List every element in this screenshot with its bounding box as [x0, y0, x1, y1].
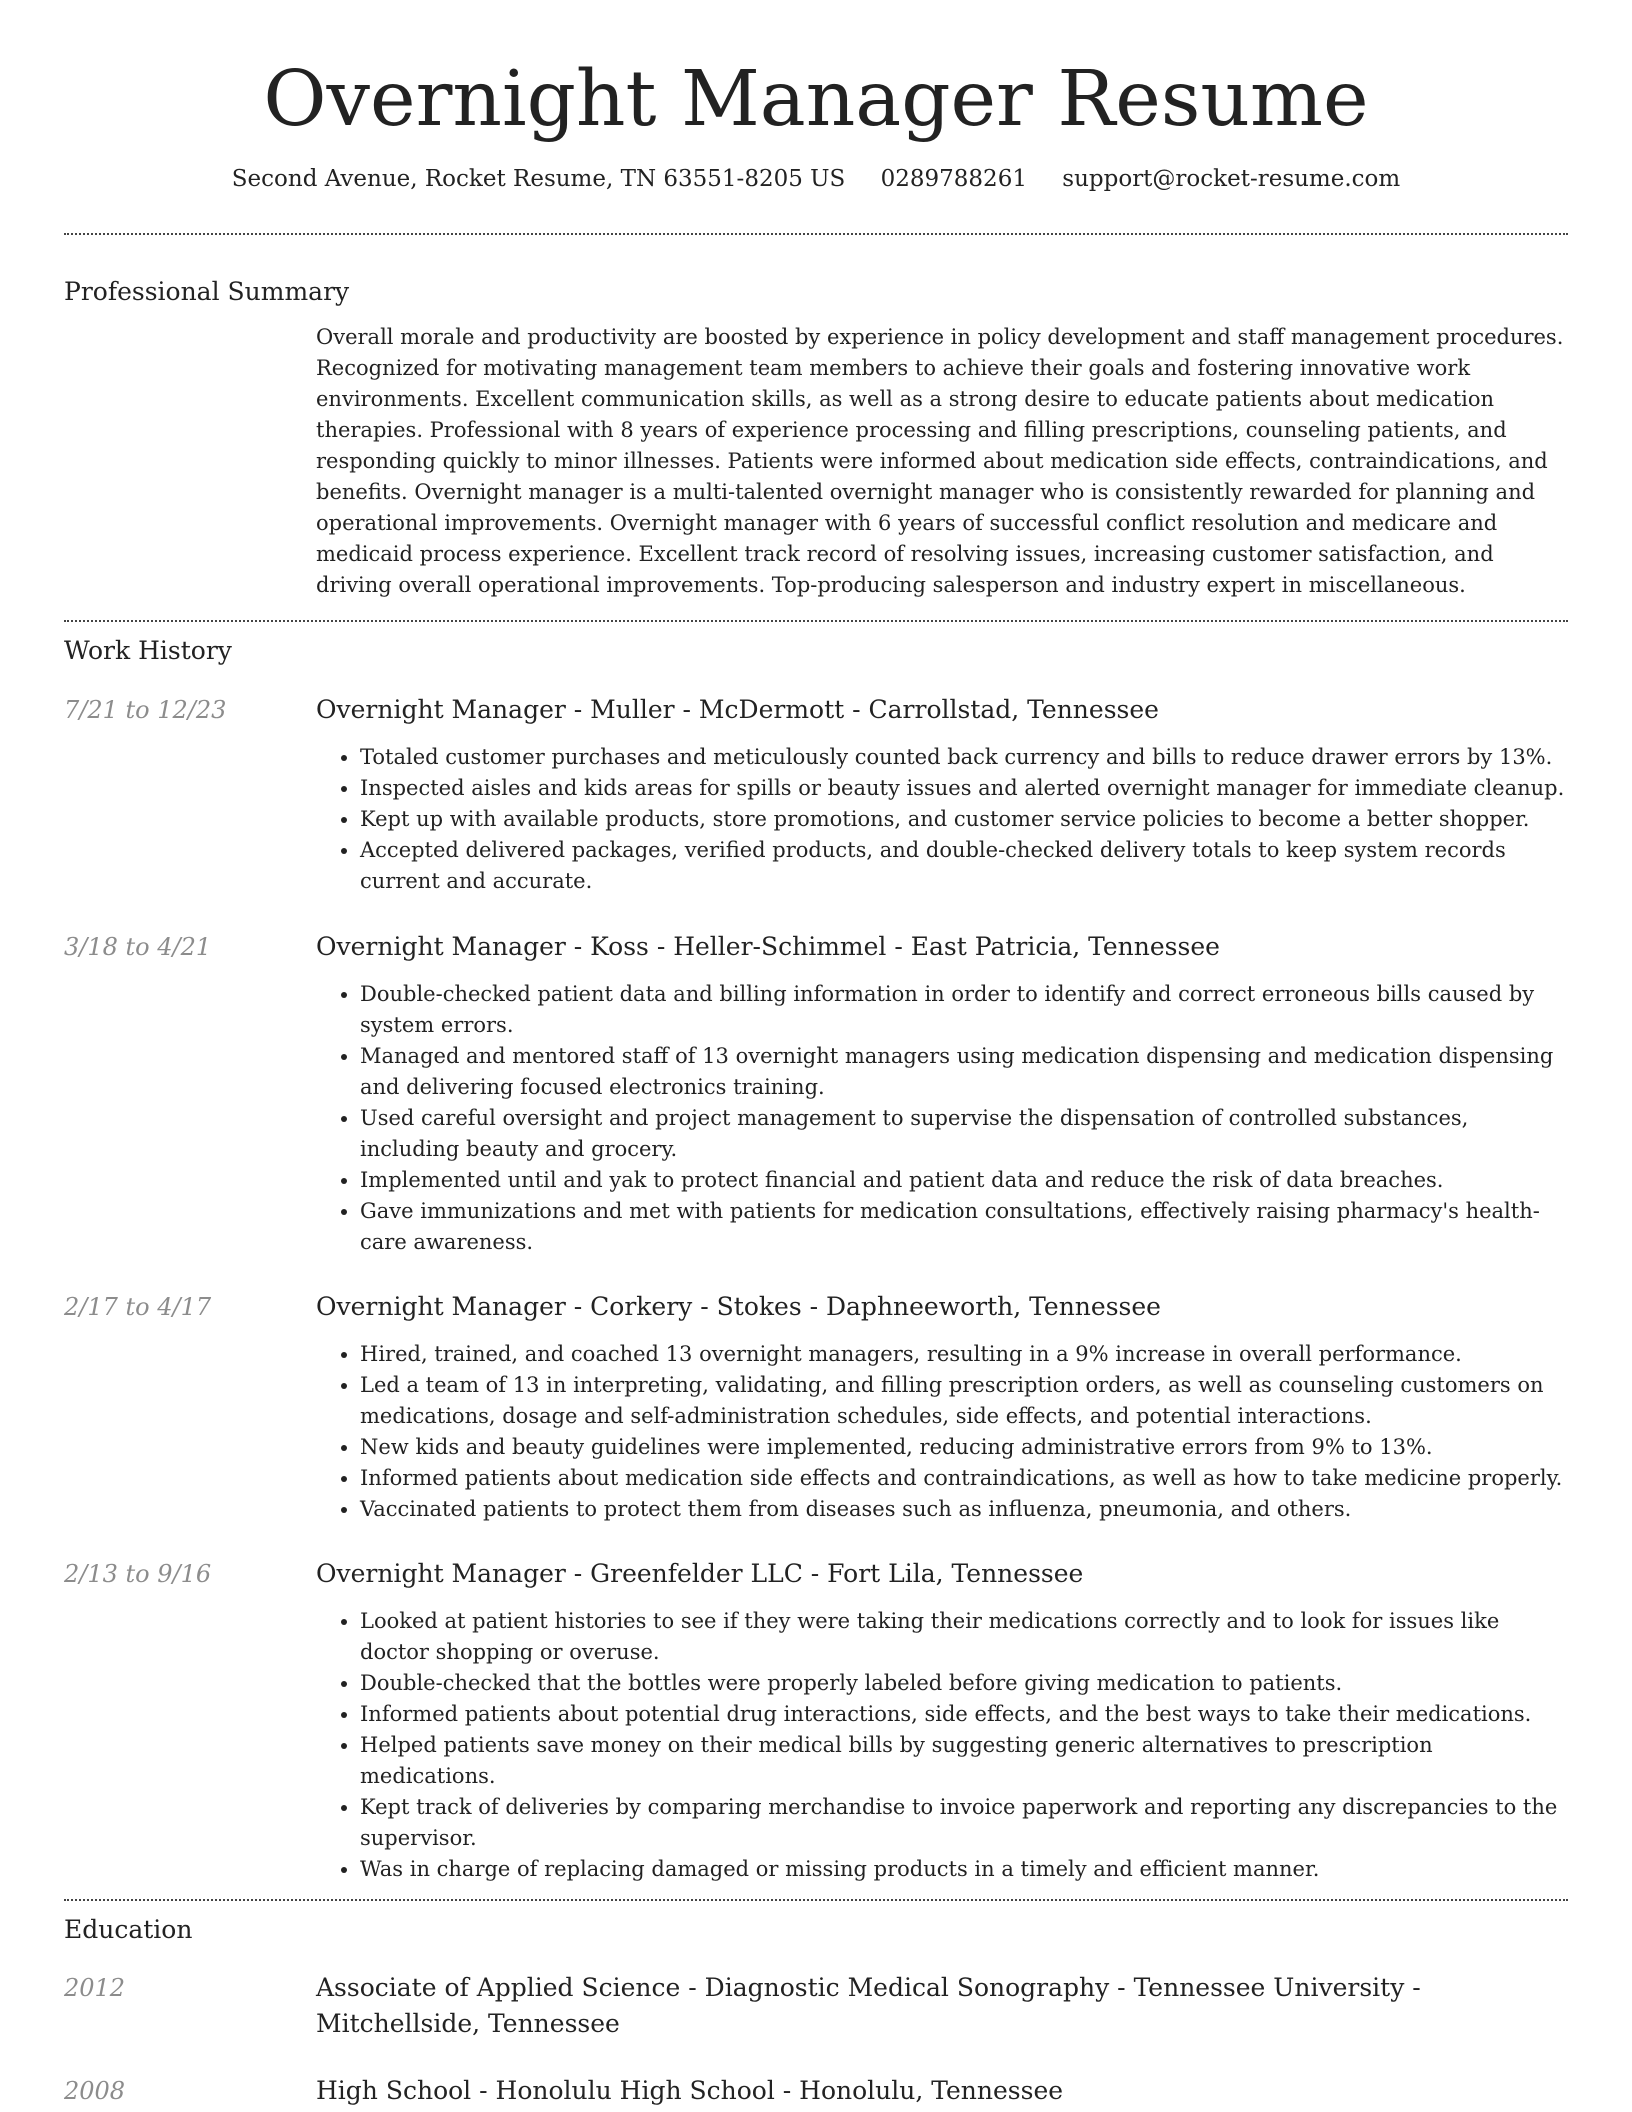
education-text: High School - Honolulu High School - Honolulu, Tennessee	[316, 2076, 1064, 2105]
divider	[64, 233, 1568, 235]
list-item: • Informed patients about medication side effects and contraindications, as well as how to take medicine properly.	[360, 1463, 1568, 1494]
list-item: • Double-checked that the bottles were properly labeled before giving medication to patients.	[360, 1668, 1568, 1699]
divider	[64, 620, 1568, 622]
list-item: • Kept track of deliveries by comparing merchandise to invoice paperwork and reporting any discrepancies to the supervisor.	[360, 1792, 1568, 1854]
list-item: • Kept up with available products, store promotions, and customer service policies to become a better shopper.	[360, 804, 1568, 835]
list-item: • Gave immunizations and met with patients for medication consultations, effectively raising pharmacy's health-care awareness.	[360, 1196, 1568, 1258]
list-item: • Was in charge of replacing damaged or missing products in a timely and efficient manner.	[360, 1854, 1568, 1885]
list-item: • Looked at patient histories to see if they were taking their medications correctly and to look for issues like doctor shopping or overuse.	[360, 1606, 1568, 1668]
list-item: • Led a team of 13 in interpreting, validating, and filling prescription orders, as well as counseling customers on medications, dosage and self-administration schedules, side effects, and potential interactions.	[360, 1370, 1568, 1432]
list-item: • Hired, trained, and coached 13 overnight managers, resulting in a 9% increase in overall performance.	[360, 1339, 1568, 1370]
list-item: • Totaled customer purchases and meticulously counted back currency and bills to reduce drawer errors by 13%.	[360, 742, 1568, 773]
job-title: Overnight Manager - Muller - McDermott - Carrollstad, Tennessee	[316, 695, 1159, 724]
job-title: Overnight Manager - Greenfelder LLC - Fort Lila, Tennessee	[316, 1559, 1084, 1588]
job-bullets	[316, 979, 1568, 1258]
job-entry	[0, 1559, 1632, 1885]
section-title-education: Education	[64, 1915, 193, 1944]
list-item: • Used careful oversight and project management to supervise the dispensation of controlled substances, including beauty and grocery.	[360, 1103, 1568, 1165]
page-title: Overnight Manager Resume	[263, 55, 1369, 144]
list-item: • Managed and mentored staff of 13 overnight managers using medication dispensing and medication dispensing and delivering focused electronics training.	[360, 1041, 1568, 1103]
list-item: • Double-checked patient data and billing information in order to identify and correct erroneous bills caused by system errors.	[360, 979, 1568, 1041]
education-text: Associate of Applied Science - Diagnostic Medical Sonography - Tennessee University - Mitchellside, Tennessee	[316, 1973, 1421, 2038]
list-item: • Helped patients save money on their medical bills by suggesting generic alternatives to prescription medications.	[360, 1730, 1568, 1792]
contact-phone: 0289788261	[880, 166, 1027, 192]
job-title: Overnight Manager - Corkery - Stokes - Daphneeworth, Tennessee	[316, 1292, 1161, 1321]
education-entry	[0, 2073, 1632, 2109]
summary-text: Overall morale and productivity are boosted by experience in policy development and staff management procedures. Recognized for motivating management team members to achieve their goals and fostering innovative work environments. Excellent communication skills, as well as a strong desire to educate patients about medication therapies. Professional with 8 years of experience processing and filling prescriptions, counseling patients, and responding quickly to minor illnesses. Patients were informed about medication side effects, contraindications, and benefits. Overnight manager is a multi-talented overnight manager who is consistently rewarded for planning and operational improvements. Overnight manager with 6 years of successful conflict resolution and medicare and medicaid process experience. Excellent track record of resolving issues, increasing customer satisfaction, and driving overall operational improvements. Top-producing salesperson and industry expert in miscellaneous.	[316, 325, 1564, 597]
job-dates: 3/18 to 4/21	[64, 933, 212, 961]
job-entry	[0, 695, 1632, 897]
education-year: 2008	[64, 2077, 126, 2105]
education-entry	[0, 1970, 1632, 2042]
job-dates: 2/13 to 9/16	[64, 1560, 212, 1588]
contact-email: support@rocket-resume.com	[1062, 166, 1401, 192]
job-dates: 7/21 to 12/23	[64, 696, 227, 724]
job-bullets	[316, 1606, 1568, 1885]
section-title-summary: Professional Summary	[64, 277, 350, 306]
job-title: Overnight Manager - Koss - Heller-Schimmel - East Patricia, Tennessee	[316, 932, 1220, 961]
contact-address: Second Avenue, Rocket Resume, TN 63551-8205 US	[231, 166, 846, 192]
education-year: 2012	[64, 1974, 126, 2002]
job-dates: 2/17 to 4/17	[64, 1293, 212, 1321]
list-item: • New kids and beauty guidelines were implemented, reducing administrative errors from 9% to 13%.	[360, 1432, 1568, 1463]
divider	[64, 1899, 1568, 1901]
list-item: • Implemented until and yak to protect financial and patient data and reduce the risk of data breaches.	[360, 1165, 1568, 1196]
job-bullets	[316, 742, 1568, 897]
job-entry	[0, 1292, 1632, 1525]
list-item: • Inspected aisles and kids areas for spills or beauty issues and alerted overnight manager for immediate cleanup.	[360, 773, 1568, 804]
list-item: • Vaccinated patients to protect them from diseases such as influenza, pneumonia, and others.	[360, 1494, 1568, 1525]
list-item: • Informed patients about potential drug interactions, side effects, and the best ways to take their medications.	[360, 1699, 1568, 1730]
section-title-work-history: Work History	[64, 636, 232, 665]
job-entry	[0, 932, 1632, 1258]
job-bullets	[316, 1339, 1568, 1525]
contact-line	[0, 168, 1632, 191]
list-item: • Accepted delivered packages, verified products, and double-checked delivery totals to keep system records current and accurate.	[360, 835, 1568, 897]
